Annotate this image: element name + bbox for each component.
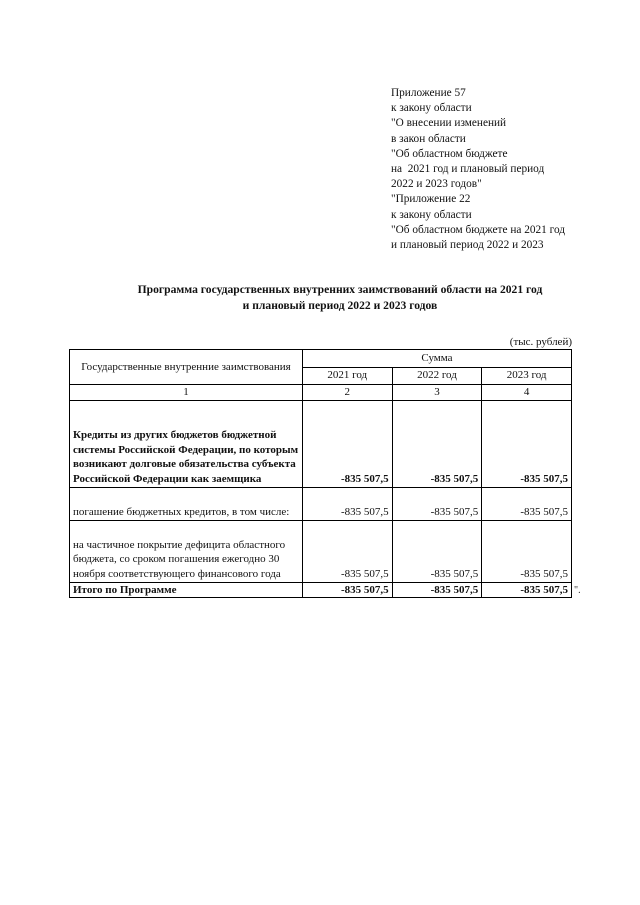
row-label: Итого по Программе — [70, 582, 303, 598]
header-line: "Приложение 22 — [391, 193, 471, 206]
col-number: 3 — [392, 385, 482, 401]
table-row — [70, 520, 572, 582]
header-line: на 2021 год и плановый период — [391, 163, 545, 176]
row-value: -835 507,5 — [392, 487, 482, 520]
header-row — [70, 350, 572, 368]
header-line: к закону области — [391, 208, 472, 221]
col-header-borrowings: Государственные внутренние заимствования — [70, 350, 303, 385]
row-label: Кредиты из других бюджетов бюджетной системы Российской Федерации, по которым возникают долговые обязательства субъекта Российской Федерации как заемщика — [70, 400, 303, 487]
row-value: -835 507,5 — [392, 400, 482, 487]
row-label: погашение бюджетных кредитов, в том числе: — [70, 487, 303, 520]
row-value: -835 507,5 — [392, 520, 482, 582]
appendix-header — [391, 86, 565, 253]
row-value: -835 507,5 — [302, 582, 392, 598]
header-line: 2022 и 2023 годов" — [391, 178, 482, 191]
title-line-1: Программа государственных внутренних заимствований области на 2021 год — [137, 283, 543, 296]
col-header-sum: Сумма — [302, 350, 571, 368]
borrowing-table — [69, 349, 572, 598]
year-header-2023: 2023 год — [482, 367, 572, 385]
header-line: Приложение 57 — [391, 87, 466, 99]
header-line: в закон области — [391, 132, 466, 145]
table-row — [70, 487, 572, 520]
column-number-row — [70, 385, 572, 401]
col-number: 4 — [482, 385, 572, 401]
col-number: 1 — [70, 385, 303, 401]
row-value: -835 507,5 — [302, 520, 392, 582]
row-value: -835 507,5 — [482, 400, 572, 487]
document-title — [60, 282, 620, 313]
year-header-2021: 2021 год — [302, 367, 392, 385]
row-value: -835 507,5 — [482, 520, 572, 582]
unit-label: (тыс. рублей) — [509, 336, 572, 348]
header-line: "Об областном бюджете — [391, 147, 508, 160]
row-value: -835 507,5 — [482, 487, 572, 520]
table-row — [70, 400, 572, 487]
row-label: на частичное покрытие дефицита областного бюджета, со сроком погашения ежегодно 30 ноября соответствующего финансового года — [70, 520, 303, 582]
header-line: и плановый период 2022 и 2023 — [391, 239, 544, 252]
header-line: к закону области — [391, 102, 472, 115]
row-value: -835 507,5 — [482, 582, 572, 598]
col-number: 2 — [302, 385, 392, 401]
row-value: -835 507,5 — [392, 582, 482, 598]
row-value: -835 507,5 — [302, 487, 392, 520]
total-row — [70, 582, 572, 598]
year-header-2022: 2022 год — [392, 367, 482, 385]
closing-quote-mark: ". — [574, 585, 581, 596]
header-line: "О внесении изменений — [391, 117, 507, 130]
row-value: -835 507,5 — [302, 400, 392, 487]
header-line: "Об областном бюджете на 2021 год — [391, 223, 566, 236]
title-line-2: и плановый период 2022 и 2023 годов — [242, 298, 438, 312]
